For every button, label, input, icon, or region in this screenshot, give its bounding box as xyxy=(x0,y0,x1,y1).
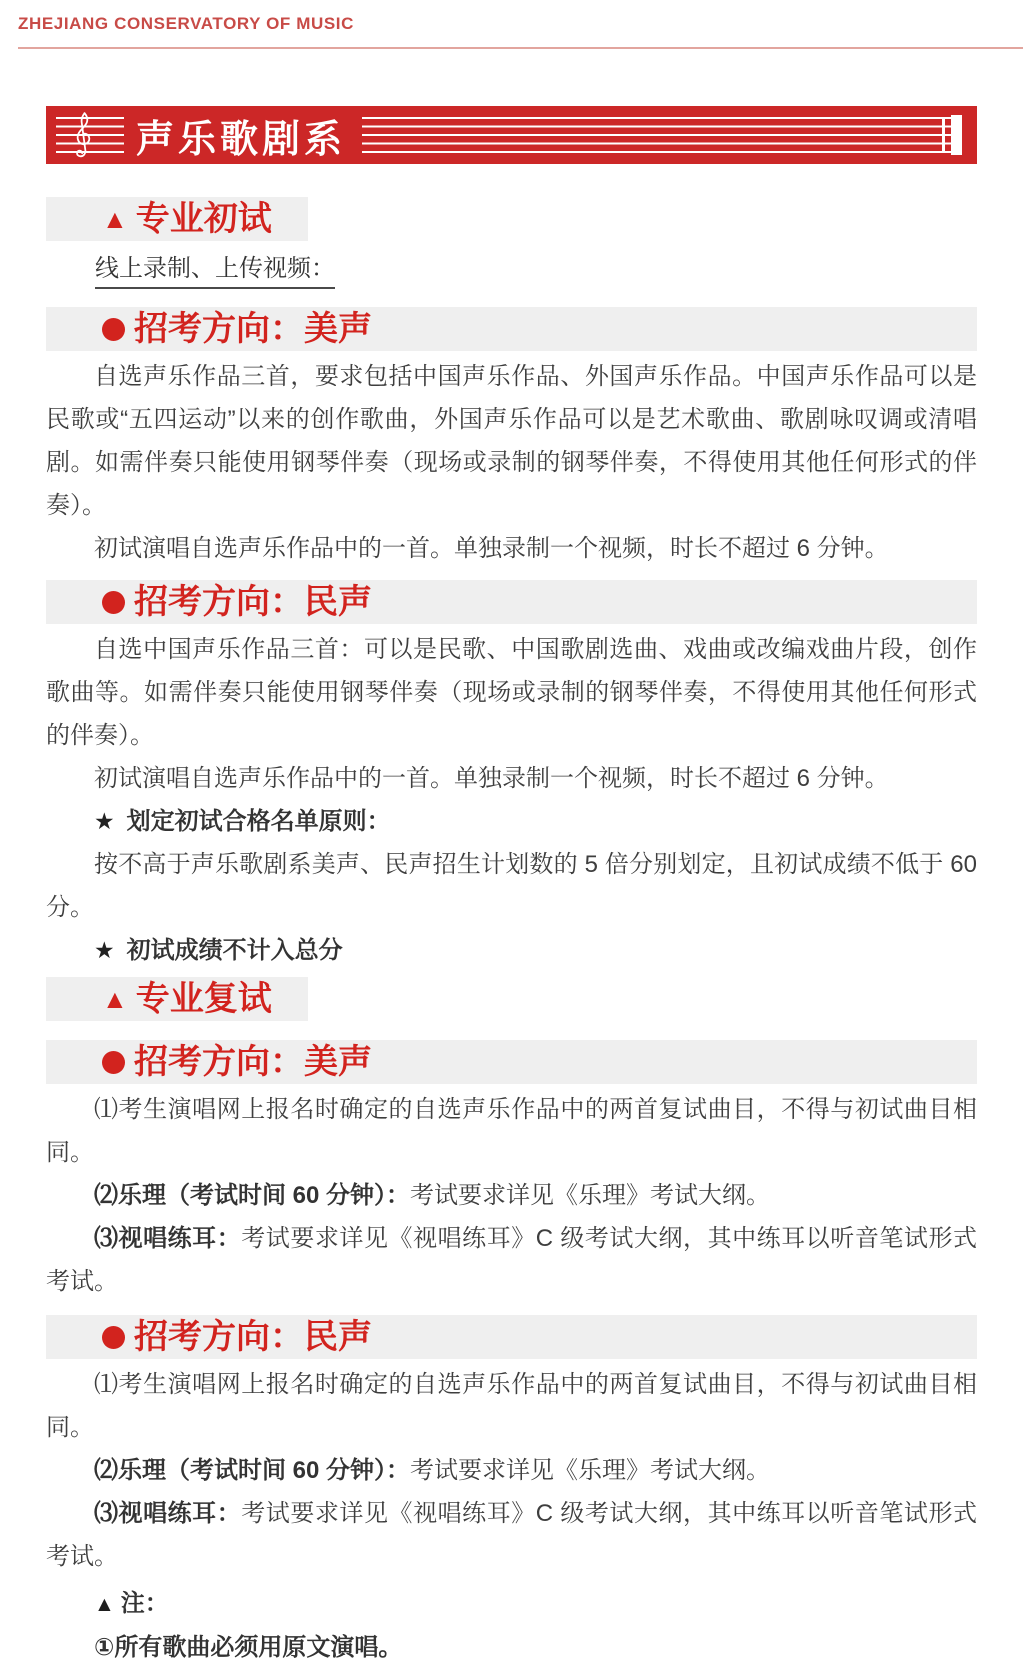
online-recording-subtitle: 线上录制、上传视频： xyxy=(95,254,335,289)
bullet-circle-icon xyxy=(102,318,125,341)
direction-heading-folk-initial xyxy=(46,580,977,624)
rule-score-note-text: 初试成绩不计入总分 xyxy=(126,937,343,964)
item-2-rest: 考试要求详见《乐理》考试大纲。 xyxy=(410,1182,771,1209)
thin-barline xyxy=(942,117,945,153)
folk-retest-item-3 xyxy=(46,1492,977,1578)
item-3-rest: 考试要求详见《视唱练耳》C 级考试大纲，其中练耳以听音笔试形式考试。 xyxy=(46,1500,978,1570)
rule-principle-body: 按不高于声乐歌剧系美声、民声招生计划数的 5 倍分别划定，且初试成绩不低于 60 分。 xyxy=(46,851,977,921)
header-divider xyxy=(18,47,1023,49)
section-heading-retest xyxy=(46,977,308,1021)
belcanto-initial-paragraph-1: 自选声乐作品三首，要求包括中国声乐作品、外国声乐作品。中国声乐作品可以是民歌或“五四运动”以来的创作歌曲，外国声乐作品可以是艺术歌曲、歌剧咏叹调或清唱剧。如需伴奏只能使用钢琴伴奏（现场或录制的钢琴伴奏，不得使用其他任何形式的伴奏）。 xyxy=(46,363,977,519)
folk-retest-title: 招考方向：民声 xyxy=(134,1318,372,1356)
subtitle-row xyxy=(95,254,1023,289)
section-heading-initial-test xyxy=(46,197,308,241)
department-banner xyxy=(46,106,977,164)
belcanto-retest-item-2 xyxy=(46,1174,977,1217)
triangle-icon: ▲ xyxy=(102,204,128,234)
rule-principle-title-text: 划定初试合格名单原则： xyxy=(126,808,391,835)
triangle-icon: ▲ xyxy=(102,984,128,1014)
item-2-rest: 考试要求详见《乐理》考试大纲。 xyxy=(410,1457,771,1484)
bullet-circle-icon xyxy=(102,591,125,614)
belcanto-retest-item-3 xyxy=(46,1217,977,1303)
item-3-rest: 考试要求详见《视唱练耳》C 级考试大纲，其中练耳以听音笔试形式考试。 xyxy=(46,1225,978,1295)
treble-clef-icon xyxy=(72,109,94,161)
note-triangle-icon: ▲ xyxy=(94,1593,115,1616)
star-icon: ★ xyxy=(94,808,115,834)
folk-initial-paragraph-1: 自选中国声乐作品三首：可以是民歌、中国歌剧选曲、戏曲或改编戏曲片段，创作歌曲等。如需伴奏只能使用钢琴伴奏（现场或录制的钢琴伴奏，不得使用其他任何形式的伴奏）。 xyxy=(46,636,977,749)
rule-score-note xyxy=(46,929,977,972)
belcanto-initial-title: 招考方向：美声 xyxy=(134,310,372,348)
note-item-1: ①所有歌曲必须用原文演唱。 xyxy=(94,1634,403,1661)
final-barline-icon xyxy=(951,115,962,155)
bullet-circle-icon xyxy=(102,1051,125,1074)
item-3-lead: ⑶视唱练耳： xyxy=(94,1500,242,1527)
conservatory-logo-text: ZHEJIANG CONSERVATORY OF MUSIC xyxy=(18,14,355,33)
direction-heading-belcanto-retest xyxy=(46,1040,977,1084)
item-2-lead: ⑵乐理（考试时间 60 分钟）： xyxy=(94,1182,411,1209)
star-icon: ★ xyxy=(94,937,115,963)
direction-heading-folk-retest xyxy=(46,1315,977,1359)
folk-retest-item-2 xyxy=(46,1449,977,1492)
rule-principle-title xyxy=(46,800,977,843)
folk-initial-title: 招考方向：民声 xyxy=(134,583,372,621)
item-2-lead: ⑵乐理（考试时间 60 分钟）： xyxy=(94,1457,411,1484)
belcanto-retest-item-1: ⑴考生演唱网上报名时确定的自选声乐作品中的两首复试曲目，不得与初试曲目相同。 xyxy=(46,1096,977,1166)
notes-heading-text: 注： xyxy=(120,1590,169,1617)
department-title: 声乐歌剧系 xyxy=(136,118,347,161)
folk-retest-item-1: ⑴考生演唱网上报名时确定的自选声乐作品中的两首复试曲目，不得与初试曲目相同。 xyxy=(46,1371,977,1441)
direction-heading-belcanto-initial xyxy=(46,307,977,351)
belcanto-initial-paragraph-2: 初试演唱自选声乐作品中的一首。单独录制一个视频，时长不超过 6 分钟。 xyxy=(94,535,889,562)
retest-title: 专业复试 xyxy=(135,980,272,1018)
bullet-circle-icon xyxy=(102,1326,125,1349)
belcanto-retest-title: 招考方向：美声 xyxy=(134,1043,372,1081)
initial-test-title: 专业初试 xyxy=(135,200,272,238)
folk-initial-paragraph-2: 初试演唱自选声乐作品中的一首。单独录制一个视频，时长不超过 6 分钟。 xyxy=(94,765,889,792)
clef-area xyxy=(56,106,128,164)
staff-lines-right xyxy=(362,117,962,153)
notes-heading xyxy=(46,1582,977,1626)
item-3-lead: ⑶视唱练耳： xyxy=(94,1225,242,1252)
